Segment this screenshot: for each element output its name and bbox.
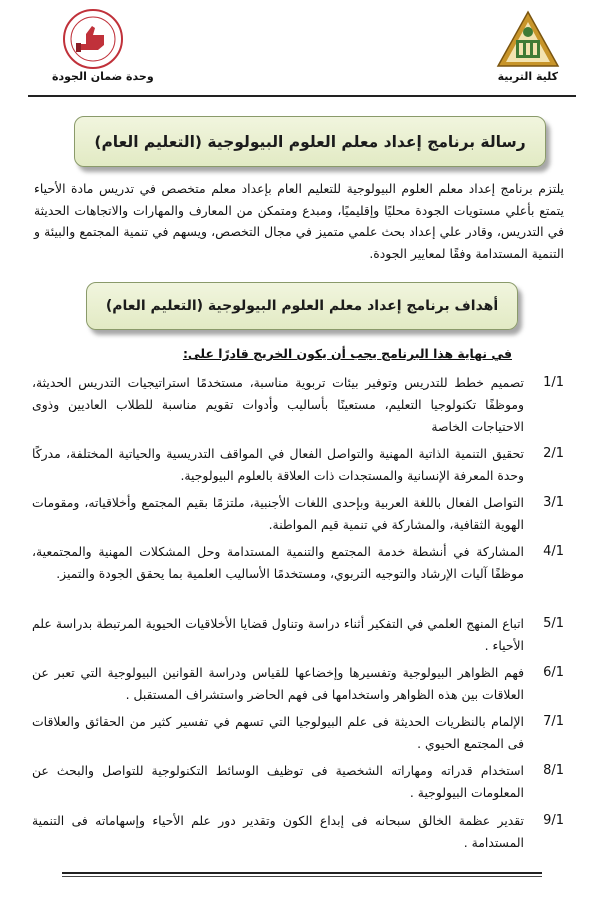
goal-number: 7/1	[543, 714, 564, 729]
goal-item	[32, 541, 564, 585]
goals-title: أهداف برنامج إعداد معلم العلوم البيولوجية (التعليم العام)	[105, 298, 499, 314]
goal-item	[32, 662, 564, 706]
faculty-of-education-emblem-icon	[496, 10, 560, 68]
header-divider	[28, 95, 576, 97]
goal-text: اتباع المنهج العلمي في التفكير أثناء دراسة وتناول قضايا الأخلاقيات الحيوية المرتبطة بدراسة علم الأحياء .	[32, 616, 524, 653]
goal-number: 6/1	[543, 665, 564, 680]
goal-text: استخدام قدراته ومهاراته الشخصية فى توظيف الوسائط التكنولوجية للتواصل والبحث عن المعلومات البيولوجية .	[32, 763, 524, 800]
mission-paragraph: يلتزم برنامج إعداد معلم العلوم البيولوجية للتعليم العام بإعداد معلم متخصص في تدريس مادة الأحياء يتمتع بأعلي مستويات الجودة محليًا وإقليميًا، ومبدع ومتمكن من المعارف والمهارات والاتجاهات الحديثة في التدريس، وقادر علي إعداد بحث علمي متميز في مجال التخصص، ويسهم في تنمية المجتمع والبيئة و التنمية المستدامة وفقًا لمعايير الجودة.	[34, 181, 564, 261]
page-header	[0, 0, 600, 100]
mission-title: رسالة برنامج إعداد معلم العلوم البيولوجية (التعليم العام)	[94, 132, 526, 151]
quality-assurance-seal-icon	[62, 8, 124, 70]
goal-item	[32, 760, 564, 804]
goal-item	[32, 810, 564, 854]
goal-text: تحقيق التنمية الذاتية المهنية والتواصل الفعال في المواقف التدريسية والحياتية المختلفة، مدركًا وحدة المعرفة الإنسانية والمستجدات ذات العلاقة بالعلوم البيولوجية.	[32, 446, 524, 483]
goal-number: 1/1	[543, 375, 564, 390]
goals-title-box	[86, 282, 518, 330]
goal-item	[32, 613, 564, 657]
goal-number: 2/1	[543, 446, 564, 461]
quality-unit-label: وحدة ضمان الجودة	[52, 70, 154, 83]
goal-item	[32, 492, 564, 536]
footer-divider	[62, 872, 542, 874]
footer-divider-thin	[62, 876, 542, 877]
mission-title-box	[74, 116, 546, 167]
goal-text: فهم الظواهر البيولوجية وتفسيرها وإخضاعها للقياس ودراسة القوانين البيولوجية التي تعبر عن العلاقات بين هذه الظواهر واستخدامها فى فهم الحاضر واستشراف المستقبل .	[32, 665, 524, 702]
goal-number: 5/1	[543, 616, 564, 631]
goal-number: 9/1	[543, 813, 564, 828]
goal-number: 4/1	[543, 544, 564, 559]
goal-text: الإلمام بالنظريات الحديثة فى علم البيولوجيا التي تسهم في تفسير كثير من الحقائق والعلاقات فى المجتمع الحيوي .	[32, 714, 524, 751]
faculty-label: كلية التربية	[497, 70, 558, 83]
goal-text: تصميم خطط للتدريس وتوفير بيئات تربوية مناسبة، مستخدمًا استراتيجيات التدريس الحديثة، وموظفًا تكنولوجيا التعليم، مستعينًا بأساليب وأدوات تقويم مناسبة للطلاب العاديين وذوى الاحتياجات الخاصة	[32, 375, 524, 434]
goal-text: تقدير عظمة الخالق سبحانه فى إبداع الكون وتقدير دور علم الأحياء وإسهاماته فى التنمية المستدامة .	[32, 813, 524, 850]
goal-item	[32, 372, 564, 438]
goal-item	[32, 443, 564, 487]
goal-text: المشاركة في أنشطة خدمة المجتمع والتنمية المستدامة وحل المشكلات المهنية والمجتمعية، موظفًا آليات الإرشاد والتوجيه التربوي، ومستخدمًا الأساليب العلمية بما يحقق الجودة والتميز.	[32, 544, 524, 581]
goal-item	[32, 711, 564, 755]
goal-number: 8/1	[543, 763, 564, 778]
goals-intro: في نهاية هذا البرنامج يجب أن يكون الخريج قادرًا على:	[182, 346, 512, 361]
goal-number: 3/1	[543, 495, 564, 510]
goal-text: التواصل الفعال باللغة العربية وبإحدى اللغات الأجنبية، ملتزمًا بقيم المجتمع وأخلاقياته، ومقومات الهوية الثقافية، والمشاركة في تنمية قيم المواطنة.	[32, 495, 524, 532]
